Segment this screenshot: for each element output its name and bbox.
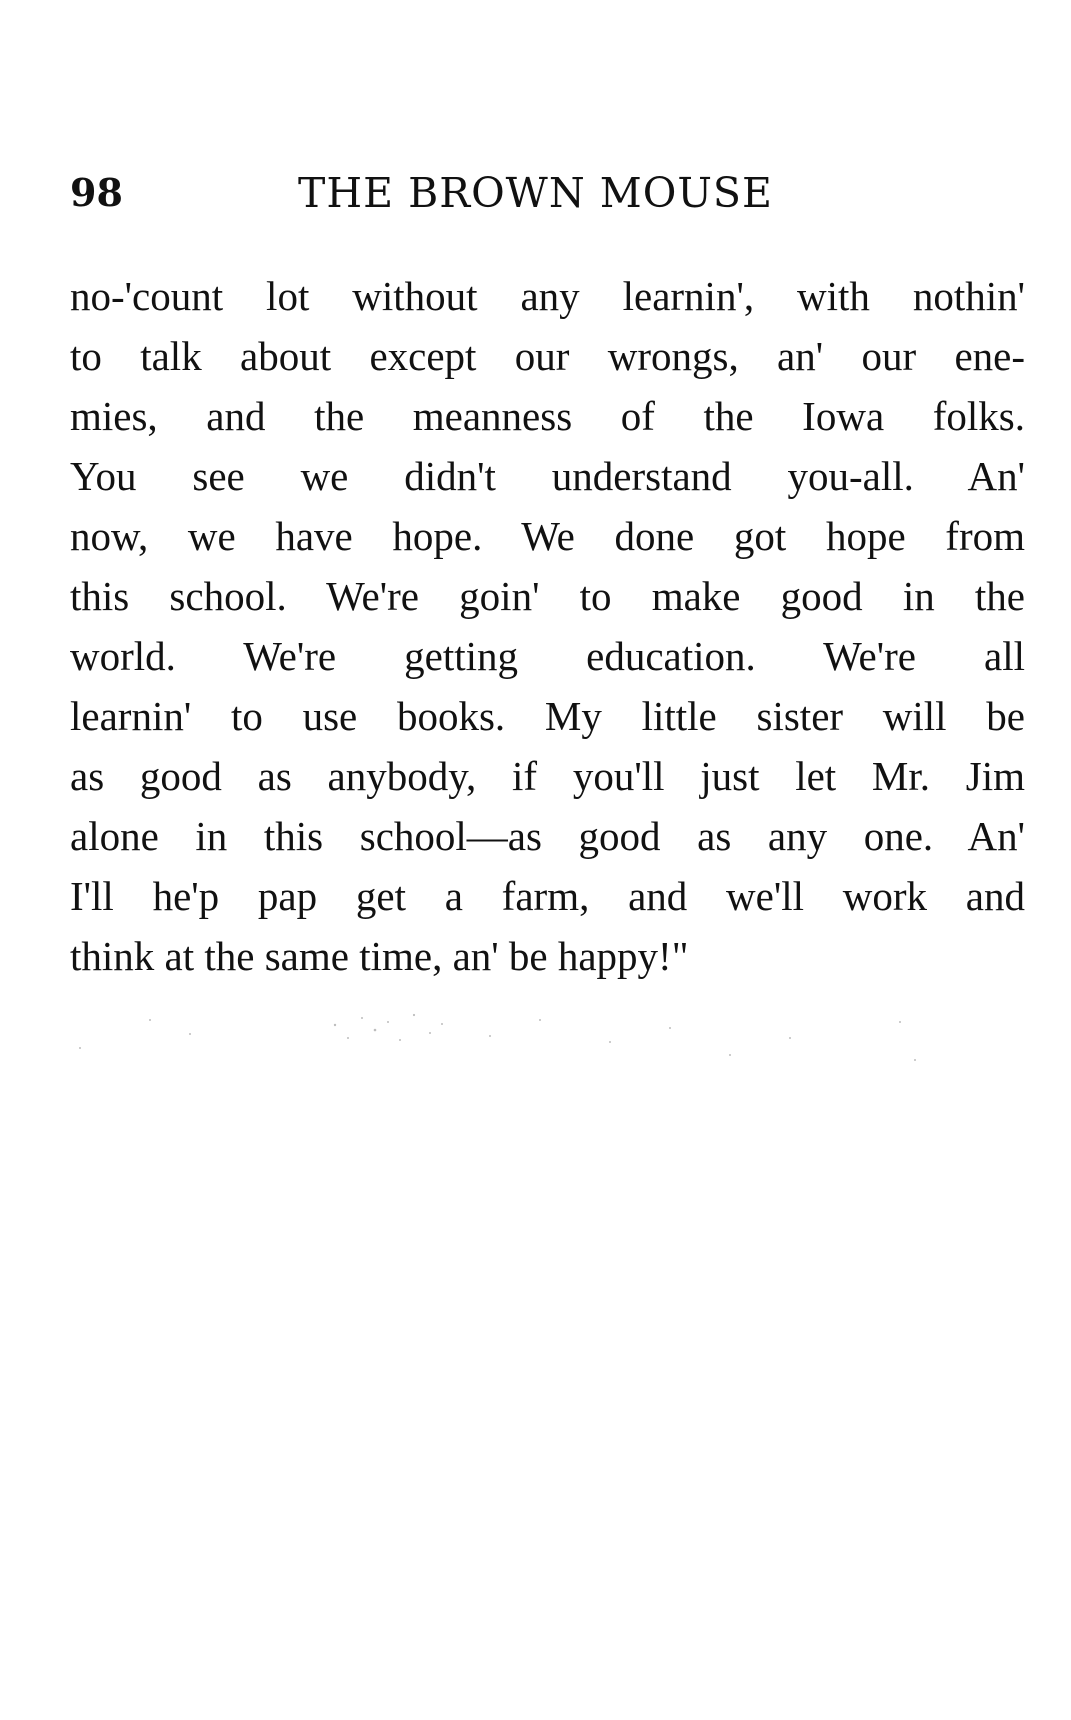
scan-specks [70, 1000, 1025, 1080]
text-line: to talk about except our wrongs, an' our ene- [70, 333, 1025, 379]
text-line: learnin' to use books. My little sister will be [70, 693, 1025, 739]
text-line: now, we have hope. We done got hope from [70, 513, 1025, 559]
text-line: alone in this school—as good as any one. An' [70, 813, 1025, 859]
text-line: I'll he'p pap get a farm, and we'll work and [70, 873, 1025, 919]
page-number: 98 [70, 170, 123, 215]
text-line: as good as anybody, if you'll just let Mr. Jim [70, 753, 1025, 799]
running-head [70, 168, 1025, 218]
book-title: THE BROWN MOUSE [298, 169, 773, 217]
text-line: no-'count lot without any learnin', with nothin' [70, 273, 1025, 319]
text-line: think at the same time, an' be happy!" [70, 933, 689, 979]
body-paragraph [70, 266, 1025, 986]
text-line: this school. We're goin' to make good in the [70, 573, 1025, 619]
text-line: world. We're getting education. We're all [70, 633, 1025, 679]
text-line: mies, and the meanness of the Iowa folks. [70, 393, 1025, 439]
text-line: You see we didn't understand you-all. An' [70, 453, 1025, 499]
